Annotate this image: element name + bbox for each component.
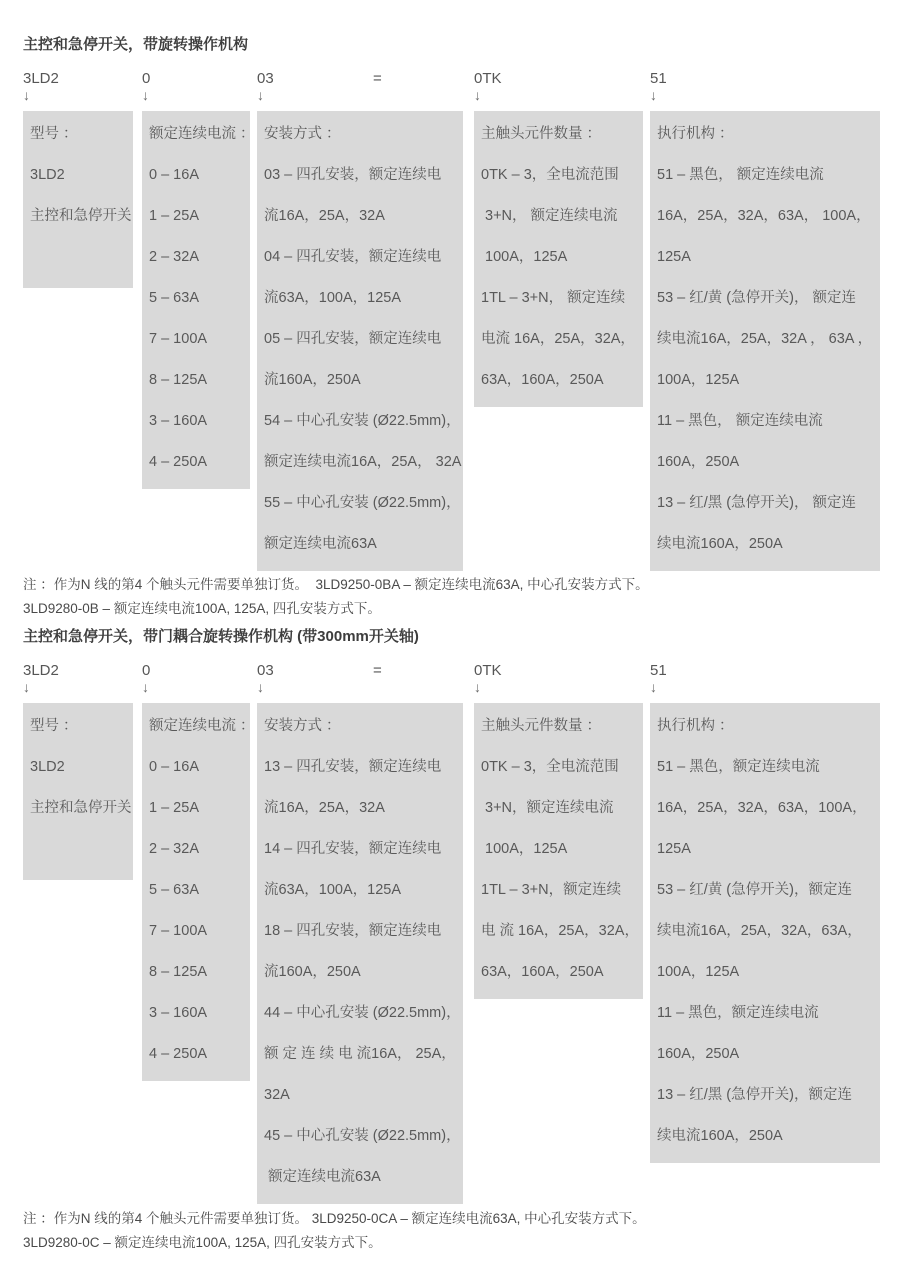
spec-line: 32A [264, 1087, 290, 1103]
spec-line: 1TL – 3+N， 额定连续 [481, 290, 626, 306]
spec-line: 2 – 32A [149, 249, 199, 265]
note-line: 3LD9280-0B – 额定连续电流100A, 125A, 四孔安装方式下。 [23, 601, 381, 616]
spec-line: 53 – 红/黄 (急停开关)， 额定连 [657, 290, 856, 306]
spec-line: 13 – 四孔安装，额定连续电 [264, 759, 442, 775]
spec-line: 05 – 四孔安装，额定连续电 [264, 331, 442, 347]
spec-line: 续电流160A，250A [657, 536, 783, 552]
column-contact-count [474, 111, 643, 407]
spec-line: 额定连续电流16A，25A， 32A [264, 454, 462, 470]
spec-line: 流63A，100A，125A [264, 882, 402, 898]
column-header: 型号 ： [30, 718, 78, 734]
note-line: 注 ：作为N 线的第4 个触头元件需要单独订货。 3LD9250-0BA – 额定连续电流63A, 中心孔安装方式下。 [23, 577, 649, 592]
down-arrow-icon: ↓ [650, 87, 657, 103]
code-actuator: 51 [650, 70, 667, 87]
column-rated-current [142, 111, 255, 489]
spec-line: 44 – 中心孔安装 (Ø22.5mm)， [264, 1005, 461, 1021]
spec-line: 16A，25A，32A，63A，100A， [657, 800, 867, 816]
spec-line: 0 – 16A [149, 167, 199, 183]
column-header: 主触头元件数量 ： [481, 126, 602, 142]
section-notes [23, 1207, 893, 1255]
spec-line: 电流 16A，25A，32A， [481, 331, 635, 347]
spec-line: 125A [657, 249, 691, 265]
spec-line: 主控和急停开关 [30, 800, 132, 816]
down-arrow-icon: ↓ [23, 87, 30, 103]
code-contacts: 0TK [474, 70, 502, 87]
column-header: 型号 ： [30, 126, 78, 142]
spec-line: 11 – 黑色，额定连续电流 [657, 1005, 819, 1021]
section-title: 主控和急停开关，带旋转操作机构 [23, 36, 249, 53]
column-header: 执行机构 ： [657, 126, 734, 142]
code-equals: = [373, 70, 382, 87]
spec-line: 0TK – 3，全电流范围 [481, 167, 619, 183]
spec-line: 3+N， 额定连续电流 [481, 208, 618, 224]
spec-line: 7 – 100A [149, 923, 208, 939]
spec-line: 3 – 160A [149, 413, 208, 429]
spec-line: 04 – 四孔安装，额定连续电 [264, 249, 442, 265]
spec-line: 63A，160A，250A [481, 372, 604, 388]
column-header: 安装方式 ： [264, 718, 341, 734]
spec-line: 100A，125A [657, 372, 740, 388]
spec-line: 51 – 黑色，额定连续电流 [657, 759, 820, 775]
down-arrow-icon: ↓ [650, 679, 657, 695]
column-header: 额定连续电流 ： [149, 718, 255, 734]
column-contact-count [474, 703, 643, 999]
spec-line: 160A，250A [657, 454, 740, 470]
spec-line: 5 – 63A [149, 290, 199, 306]
column-model [23, 111, 133, 288]
spec-line: 3 – 160A [149, 1005, 208, 1021]
spec-line: 3LD2 [30, 167, 65, 183]
column-model [23, 703, 133, 880]
down-arrow-icon: ↓ [142, 679, 149, 695]
down-arrow-icon: ↓ [142, 87, 149, 103]
spec-line: 1TL – 3+N，额定连续 [481, 882, 622, 898]
spec-line: 100A，125A [481, 249, 568, 265]
spec-line: 53 – 红/黄 (急停开关)，额定连 [657, 882, 852, 898]
spec-line: 55 – 中心孔安装 (Ø22.5mm)， [264, 495, 461, 511]
spec-line: 18 – 四孔安装，额定连续电 [264, 923, 442, 939]
spec-line: 8 – 125A [149, 964, 208, 980]
spec-line: 100A，125A [657, 964, 740, 980]
down-arrow-icon: ↓ [474, 679, 481, 695]
spec-line: 54 – 中心孔安装 (Ø22.5mm)， [264, 413, 461, 429]
spec-line: 流63A，100A，125A [264, 290, 402, 306]
spec-line: 16A，25A，32A，63A， 100A， [657, 208, 871, 224]
spec-line: 8 – 125A [149, 372, 208, 388]
spec-line: 1 – 25A [149, 208, 199, 224]
spec-line: 2 – 32A [149, 841, 199, 857]
spec-line: 1 – 25A [149, 800, 199, 816]
column-header: 额定连续电流 ： [149, 126, 255, 142]
spec-line: 流16A，25A，32A [264, 800, 385, 816]
spec-line: 额定连续电流63A [264, 1169, 381, 1185]
column-mounting-type [257, 703, 463, 1204]
column-actuator [650, 703, 880, 1163]
spec-line: 13 – 红/黑 (急停开关)，额定连 [657, 1087, 852, 1103]
code-model: 3LD2 [23, 662, 59, 679]
spec-line: 125A [657, 841, 691, 857]
spec-line: 电 流 16A，25A，32A， [481, 923, 639, 939]
section-title: 主控和急停开关，带门耦合旋转操作机构 (带300mm开关轴) [23, 628, 419, 645]
spec-line: 流160A，250A [264, 372, 361, 388]
spec-line: 0TK – 3，全电流范围 [481, 759, 619, 775]
spec-line: 3LD2 [30, 759, 65, 775]
code-current: 0 [142, 662, 151, 679]
spec-line: 11 – 黑色， 额定连续电流 [657, 413, 823, 429]
spec-line: 45 – 中心孔安装 (Ø22.5mm)， [264, 1128, 461, 1144]
spec-line: 4 – 250A [149, 454, 208, 470]
column-header: 安装方式 ： [264, 126, 341, 142]
spec-line: 4 – 250A [149, 1046, 208, 1062]
spec-line: 0 – 16A [149, 759, 199, 775]
spec-line: 14 – 四孔安装，额定连续电 [264, 841, 442, 857]
spec-line: 续电流160A，250A [657, 1128, 783, 1144]
spec-line: 51 – 黑色， 额定连续电流 [657, 167, 824, 183]
spec-line: 160A，250A [657, 1046, 740, 1062]
code-mounting: 03 [257, 662, 274, 679]
spec-line: 主控和急停开关 [30, 208, 132, 224]
code-model: 3LD2 [23, 70, 59, 87]
down-arrow-icon: ↓ [23, 679, 30, 695]
spec-line: 流16A，25A，32A [264, 208, 385, 224]
spec-line: 5 – 63A [149, 882, 199, 898]
note-line: 3LD9280-0C – 额定连续电流100A, 125A, 四孔安装方式下。 [23, 1235, 382, 1250]
down-arrow-icon: ↓ [257, 87, 264, 103]
spec-line: 63A，160A，250A [481, 964, 604, 980]
note-line: 注 ：作为N 线的第4 个触头元件需要单独订货。 3LD9250-0CA – 额定连续电流63A, 中心孔安装方式下。 [23, 1211, 646, 1226]
spec-line: 续电流16A，25A，32A ， 63A ， [657, 331, 873, 347]
code-contacts: 0TK [474, 662, 502, 679]
spec-line: 额 定 连 续 电 流16A， 25A， [264, 1046, 456, 1062]
down-arrow-icon: ↓ [474, 87, 481, 103]
spec-line: 100A，125A [481, 841, 568, 857]
code-equals: = [373, 662, 382, 679]
code-actuator: 51 [650, 662, 667, 679]
spec-line: 7 – 100A [149, 331, 208, 347]
spec-line: 流160A，250A [264, 964, 361, 980]
column-header: 执行机构 ： [657, 718, 734, 734]
column-header: 主触头元件数量 ： [481, 718, 602, 734]
column-mounting-type [257, 111, 463, 571]
spec-line: 额定连续电流63A [264, 536, 377, 552]
section-notes [23, 573, 893, 621]
spec-line: 续电流16A，25A，32A，63A， [657, 923, 862, 939]
column-actuator [650, 111, 880, 571]
spec-line: 03 – 四孔安装，额定连续电 [264, 167, 442, 183]
spec-line: 3+N，额定连续电流 [481, 800, 614, 816]
spec-line: 13 – 红/黑 (急停开关)， 额定连 [657, 495, 856, 511]
column-rated-current [142, 703, 255, 1081]
code-current: 0 [142, 70, 151, 87]
code-mounting: 03 [257, 70, 274, 87]
down-arrow-icon: ↓ [257, 679, 264, 695]
